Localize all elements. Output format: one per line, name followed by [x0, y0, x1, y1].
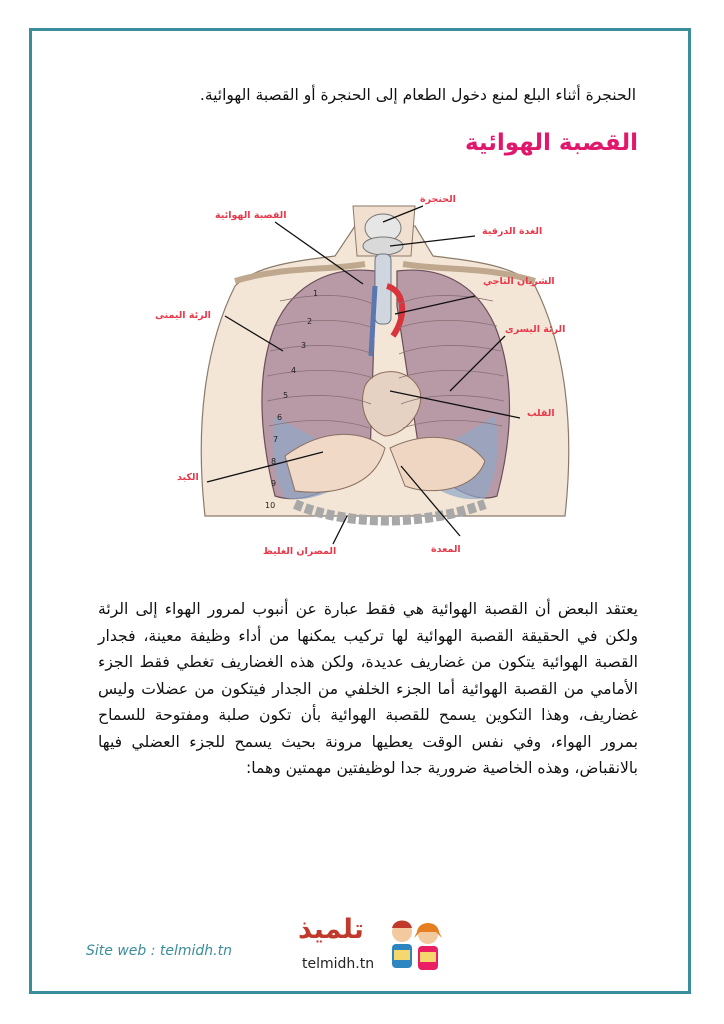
logo-arabic-text: تلميذ	[298, 914, 364, 945]
label-liver: الكبد	[177, 472, 199, 483]
rib-number-4: 4	[291, 366, 297, 375]
intro-line: الحنجرة أثناء البلع لمنع دخول الطعام إلى الحنجرة أو القصبة الهوائية.	[199, 86, 636, 104]
rib-number-9: 9	[271, 479, 277, 488]
label-right-lung: الرئة اليمنى	[155, 310, 211, 321]
rib-number-6: 6	[277, 413, 283, 422]
label-large-intestine: المصران الغليظ	[263, 546, 337, 557]
rib-number-5: 5	[283, 391, 289, 400]
chest-anatomy-figure	[155, 186, 595, 568]
section-heading: القصبة الهوائية	[464, 130, 638, 156]
rib-number-3: 3	[301, 341, 307, 350]
label-trachea: القصبة الهوائية	[215, 210, 287, 221]
rib-number-2: 2	[307, 317, 313, 326]
label-larynx: الحنجرة	[420, 194, 456, 205]
label-coronary-artery: الشريان التاجي	[483, 276, 555, 287]
rib-number-1: 1	[313, 289, 319, 298]
rib-number-8: 8	[271, 457, 277, 466]
label-thyroid: الغدة الدرقية	[482, 226, 543, 237]
label-stomach: المعدة	[431, 544, 461, 555]
kids-reading-icon	[384, 916, 446, 976]
telmidh-logo	[298, 914, 448, 980]
label-left-lung: الرئة اليسرى	[505, 324, 566, 335]
logo-latin-text: telmidh.tn	[302, 956, 375, 972]
rib-number-7: 7	[273, 435, 279, 444]
site-link[interactable]: Site web : telmidh.tn	[86, 943, 232, 959]
label-heart: القلب	[527, 408, 555, 419]
anatomy-illustration	[175, 186, 595, 568]
body-paragraph: يعتقد البعض أن القصبة الهوائية هي فقط عبارة عن أنبوب لمرور الهواء إلى الرئة ولكن في الحقيقة القصبة الهوائية لها تركيب يمكنها من أداء وظيفة معينة، فجدار القصبة الهوائية يتكون من غضاريف عديدة، ولكن هذه الغضاريف تغطي فقط الجزء الأمامي من القصبة الهوائية أما الجزء الخلفي من الجدار فيتكون من عضلات وليس غضاريف، وهذا التكوين يسمح للقصبة الهوائية بأن تكون صلبة ومفتوحة للسماح بمرور الهواء، وفي نفس الوقت يعطيها مرونة بحيث يسمح للجزء العضلي فيها بالانقباض، وهذه الخاصية ضرورية جدا لوظيفتين مهمتين وهما:	[98, 600, 638, 777]
thyroid-shape	[363, 237, 403, 255]
rib-number-10: 10	[265, 501, 276, 510]
